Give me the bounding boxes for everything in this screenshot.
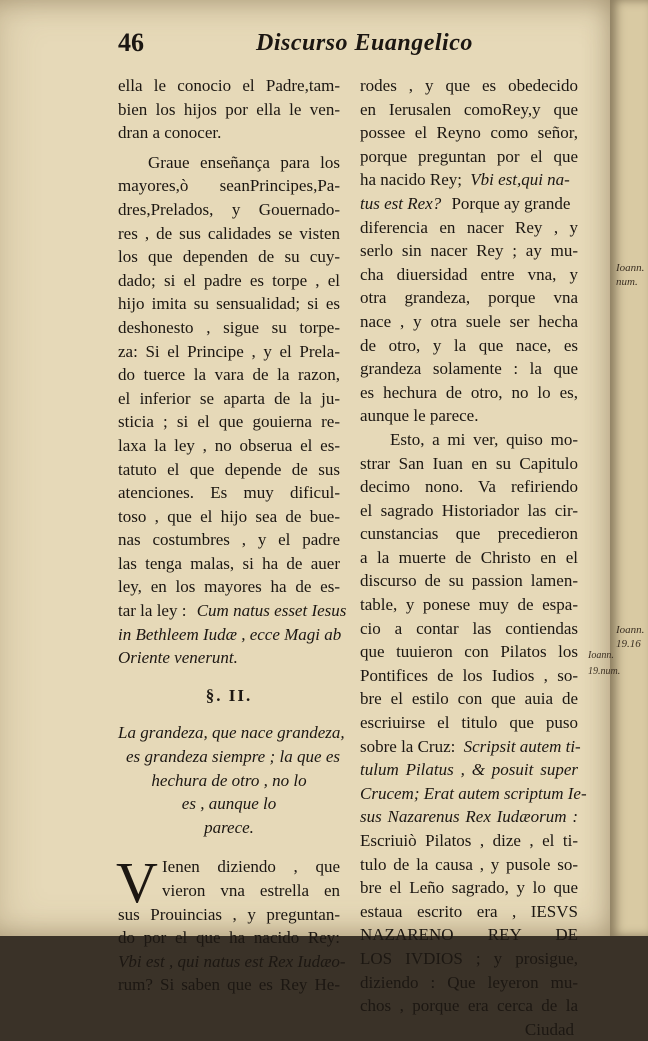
left-column <box>116 74 347 997</box>
margin-note: Ioann. <box>616 624 645 636</box>
text-line: decimo nono. Va refiriendo <box>360 477 578 497</box>
text-line: aunque le parece. <box>360 406 479 426</box>
text-line: Graue enseñança para los <box>148 152 340 172</box>
text-line: grandeza solamente : la que <box>360 359 578 379</box>
text-line: vieron vna estrella en <box>162 881 340 900</box>
text-line: bien los hijos por ella le ven- <box>118 99 340 119</box>
text-line: los que dependen de su cuy- <box>118 247 340 267</box>
text-line: las tenga malas, si ha de auer <box>118 553 340 573</box>
text-line: dres,Prelados, y Gouernado- <box>118 199 340 219</box>
next-page-edge <box>610 0 648 936</box>
text-line: strar San Iuan en su Capitulo <box>360 453 578 473</box>
latin-quote: Vbi est , qui natus est Rex Iudæo- <box>118 951 346 971</box>
text-line: discurso de su passion lamen- <box>360 571 578 591</box>
text-line: Ienen diziendo , que <box>162 857 340 877</box>
text-line: escriuirse el titulo que puso <box>360 713 578 733</box>
text-fragment: sobre la Cruz: <box>360 736 456 756</box>
text-line: hijo imita su sensualidad; si es <box>118 294 340 314</box>
summary-line: La grandeza, que nace grandeza, <box>118 723 345 743</box>
text-line: de otro, y la que nace, es <box>360 335 578 355</box>
text-line: tatuto el que depende de sus <box>118 459 340 479</box>
summary-line: hechura de otro , no lo <box>151 770 307 790</box>
text-line: do tuerce la vara de la razon, <box>118 365 340 385</box>
text-line: bre el estilo con que auia de <box>360 689 578 709</box>
paragraph-continuation <box>118 74 340 145</box>
text-line: LOS IVDIOS ; y prosigue, <box>360 948 578 968</box>
text-line: rodes , y que es obedecido <box>360 76 578 95</box>
text-line: cio a contar las contiendas <box>360 618 578 638</box>
text-line: el sagrado Historiador las cir- <box>360 500 578 520</box>
text-line: a la muerte de Christo en el <box>360 547 578 567</box>
paragraph-graue <box>118 151 347 670</box>
text-line: que tuuieron con Pilatos los <box>360 642 578 662</box>
text-fragment: tar la ley : <box>118 601 187 621</box>
text-line: diferencia en nacer Rey , y <box>360 217 578 237</box>
text-line: za: Si el Principe , y el Prela- <box>118 341 340 361</box>
text-line: es hechura de otro, no lo es, <box>360 382 578 402</box>
text-line: cha diuersidad entre vna, y <box>360 264 578 284</box>
text-line: estaua escrito era , IESVS <box>360 901 578 921</box>
text-line: dran a conocer. <box>118 123 222 143</box>
latin-quote: Vbi est,qui na- <box>470 170 570 190</box>
text-line: NAZARENO REY DE <box>360 925 578 945</box>
text-line: serlo sin nacer Rey ; ay mu- <box>360 241 578 261</box>
latin-quote: Scripsit autem ti- <box>463 736 581 756</box>
text-line: chos , porque era cerca de la <box>360 996 578 1016</box>
page-number: 46 <box>118 28 144 57</box>
latin-quote: tulum Pilatus , & posuit super <box>360 760 578 780</box>
text-line: do por el que ha nacido Rey: <box>118 928 340 948</box>
text-line: el inferior se aparta de la ju- <box>118 388 340 408</box>
margin-note: 19.num. <box>588 666 621 677</box>
text-line: atenciones. Es muy dificul- <box>118 483 340 503</box>
text-line <box>360 735 581 759</box>
text-line: res , de sus calidades se visten <box>118 223 340 243</box>
margin-note: 19.16 <box>616 638 641 650</box>
summary-line: parece. <box>204 817 254 837</box>
text-line: otra grandeza, porque vna <box>360 288 578 308</box>
text-line: ella le conocio el Padre,tam- <box>118 76 340 95</box>
latin-quote: Crucem; Erat autem scriptum Ie- <box>360 783 587 803</box>
text-line: en Ierusalen comoRey,y que <box>360 99 578 119</box>
text-line: cunstancias que precedieron <box>360 524 578 544</box>
summary-line: es grandeza siempre ; la que es <box>126 747 340 767</box>
text-line: deshonesto , sigue su torpe- <box>118 317 340 337</box>
text-line: Pontifices de los Iudios , so- <box>360 665 578 685</box>
text-line: nas costumbres , y el padre <box>118 530 340 550</box>
margin-note: Ioann. <box>616 262 645 274</box>
drop-cap: V <box>116 850 158 916</box>
text-line: sticia ; si el que gouierna re- <box>118 412 340 432</box>
text-line: Escriuiò Pilatos , dize , el ti- <box>360 831 578 850</box>
latin-quote: Cum natus esset Iesus <box>196 601 347 621</box>
text-line: dado; si el padre es torpe , el <box>118 270 340 290</box>
text-line: ley, en los mayores ha de es- <box>118 577 340 597</box>
text-line: table, y ponese muy de espa- <box>360 595 578 615</box>
text-line: laxa la ley , no obserua el es- <box>118 435 340 455</box>
text-line: tulo de la causa , y pusole so- <box>360 854 578 874</box>
text-line: nace , y otra suele ser hecha <box>360 311 578 331</box>
catchword: Ciudad <box>524 1019 574 1039</box>
margin-note: num. <box>616 276 638 288</box>
text-line: rum? Si saben que es Rey He- <box>118 975 340 995</box>
section-heading: §. II. <box>205 685 253 705</box>
text-line: sus Prouincias , y preguntan- <box>118 904 340 924</box>
text-line: diziendo : Que leyeron mu- <box>360 972 578 992</box>
text-line: bre el Leño sagrado, y lo que <box>360 878 578 898</box>
latin-quote: sus Nazarenus Rex Iudæorum : <box>360 807 578 827</box>
section-summary <box>118 721 345 839</box>
latin-quote: Oriente venerunt. <box>118 648 238 668</box>
text-line: Esto, a mi ver, quiso mo- <box>390 429 578 449</box>
text-line: porque preguntan por el que <box>360 146 578 166</box>
summary-line: es , aunque lo <box>181 794 277 814</box>
text-line: possee el Reyno como señor, <box>360 123 578 143</box>
text-line <box>360 168 578 192</box>
text-line <box>360 192 578 216</box>
latin-quote: tus est Rex? <box>360 193 442 213</box>
running-head: Discurso Euangelico <box>256 30 473 56</box>
text-line <box>118 599 347 623</box>
page-header <box>118 22 578 62</box>
margin-note: Ioann. <box>588 650 614 661</box>
latin-quote: in Bethleem Iudæ , ecce Magi ab <box>118 624 342 644</box>
paragraph-vienen <box>116 850 346 997</box>
right-column <box>360 74 587 1041</box>
text-line: toso , que el hijo sea de bue- <box>118 506 340 526</box>
text-fragment: Porque ay grande <box>451 193 571 213</box>
text-line: mayores,ò seanPrincipes,Pa- <box>118 176 340 196</box>
text-fragment: ha nacido Rey; <box>360 170 462 190</box>
